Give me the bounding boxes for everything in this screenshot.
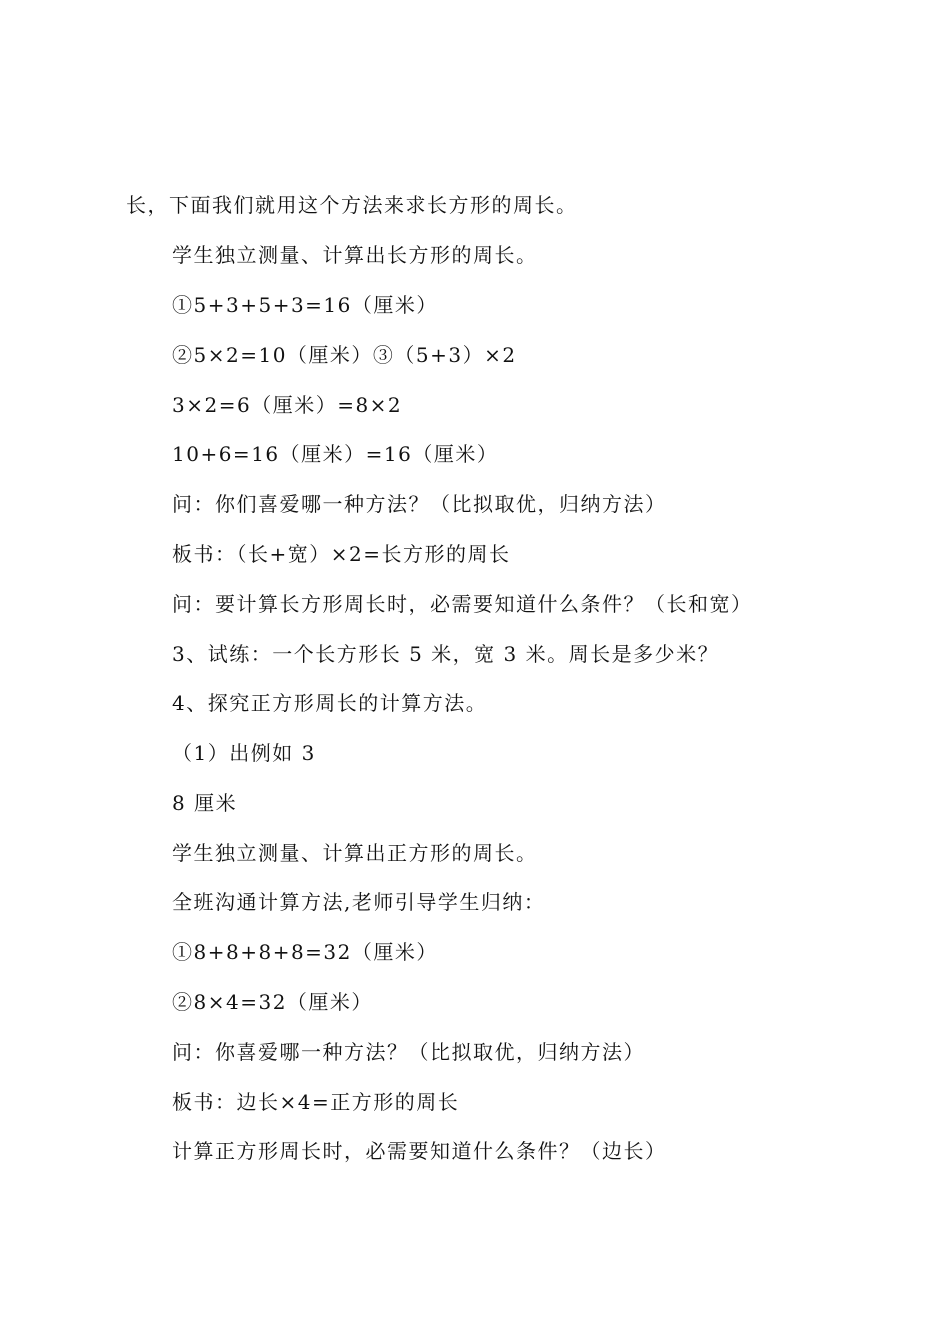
text-line: 全班沟通计算方法,老师引导学生归纳： (172, 890, 546, 914)
text-line: ②5×2=10（厘米）③（5+3）×2 (172, 343, 517, 367)
text-line: 计算正方形周长时，必需要知道什么条件？（边长） (172, 1139, 667, 1163)
text-line: 问：你们喜爱哪一种方法？（比拟取优，归纳方法） (172, 492, 667, 516)
text-line: （1）出例如 3 (172, 741, 316, 765)
text-line: 板书：边长×4=正方形的周长 (172, 1090, 460, 1114)
text-line: ②8×4=32（厘米） (172, 990, 373, 1014)
text-line: ①8+8+8+8=32（厘米） (172, 940, 438, 964)
text-line: 3、试练：一个长方形长 5 米，宽 3 米。周长是多少米？ (172, 642, 720, 666)
text-line: 4、探究正方形周长的计算方法。 (172, 691, 488, 715)
text-line: ①5+3+5+3=16（厘米） (172, 293, 438, 317)
text-line: 学生独立测量、计算出长方形的周长。 (172, 243, 538, 267)
text-line: 8 厘米 (172, 791, 238, 815)
text-line: 问：要计算长方形周长时，必需要知道什么条件？（长和宽） (172, 592, 753, 616)
text-line: 10+6=16（厘米）=16（厘米） (172, 442, 499, 466)
text-line: 板书：（长+宽）×2=长方形的周长 (172, 542, 511, 566)
text-line: 问：你喜爱哪一种方法？（比拟取优，归纳方法） (172, 1040, 645, 1064)
text-line: 学生独立测量、计算出正方形的周长。 (172, 841, 538, 865)
text-line: 长，下面我们就用这个方法来求长方形的周长。 (126, 193, 578, 217)
text-line: 3×2=6（厘米）=8×2 (172, 393, 403, 417)
